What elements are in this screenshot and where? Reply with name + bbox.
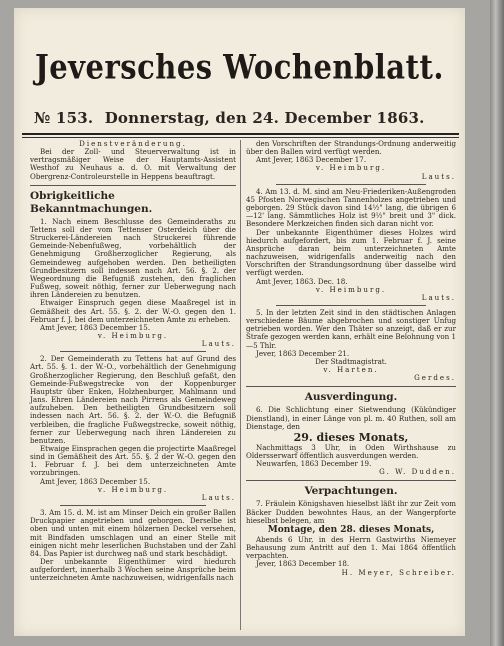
ausverdingung-date: 29. dieses Monats, (293, 430, 409, 444)
right-column (246, 140, 456, 577)
divider (276, 184, 426, 185)
ausverdingung-signature: G. W. Dudden. (379, 467, 456, 477)
verpachtung-text: 7. Fräulein Königshaven hieselbst läßt ihr zur Zeit vom Bäcker Dudden bewohntes Haus, an der Wangerpforte hieselbst belegen, am (246, 499, 456, 525)
notice-4-signature: v. Heimburg. (315, 284, 387, 294)
notice-5-place: Jever, 1863 December 21. (256, 348, 350, 358)
notice-4-owner: Der unbekannte Eigenthümer dieses Holzes wird hiedurch aufgefordert, bis zum 1. Februar f. J. seine Ansprüche daran beim unterzeichneten Amte nachzuweisen, widrigenfalls anderweitig nach den Vorschriften der Strandungsordnung über dasselbe wird verfügt werden. (246, 227, 456, 278)
divider (246, 480, 456, 481)
notice-3-place: Amt Jever, 1863 December 17. (256, 155, 367, 165)
dienstveraenderung-text: Bei der Zoll- und Steuerverwaltung ist in vertragsmäßiger Weise der Hauptamts-Assistent Westhof zu Neuhaus a. d. O. mit Verwaltung der Obergrenz-Controleurstelle in Heppens beauftragt. (30, 147, 236, 181)
verpachtung-text-2: Abends 6 Uhr, in des Herrn Gastwirths Niemeyer Behausung zum Antritt auf den 1. Mai 1864 öffentlich verpachten. (246, 534, 456, 561)
notice-3-tag: Lauts. (421, 171, 456, 181)
notice-4-place: Amt Jever, 1863. Dec. 18. (256, 276, 348, 286)
divider (276, 305, 426, 306)
notice-1-signature: v. Heimburg. (97, 330, 169, 340)
section-title-bekanntmachungen: Obrigkeitliche Bekanntmachungen. (30, 189, 153, 215)
notice-4-tag: Lauts. (421, 292, 456, 302)
newspaper-page (14, 8, 465, 636)
notice-2-tag: Lauts. (201, 492, 236, 502)
notice-1-tag: Lauts. (201, 339, 236, 349)
notice-1-objection: Etwaiger Einspruch gegen diese Maaßregel ist in Gemäßheit des Art. 55. §. 2. der W.-O. gegen den 1. Februar f. J. bei dem unterzeichneten Amte zu erheben. (30, 298, 236, 324)
notice-1-place: Amt Jever, 1863 December 15. (40, 322, 151, 332)
notice-5-org: Der Stadtmagistrat. (315, 356, 387, 366)
verpachtung-signature: H. Meyer, Schreiber. (341, 567, 456, 577)
section-title-ausverdingung: Ausverdingung. (304, 391, 398, 404)
issue-line (34, 109, 459, 127)
ausverdingung-text: 6. Die Schlichtung einer Sietwendung (Kükündiger Dienstland), in einer Länge von pl. m. 40 Ruthen, soll am Dienstage, den (246, 405, 456, 431)
divider (30, 185, 236, 186)
verpachtung-place: Jever, 1863 December 18. (256, 559, 350, 569)
issue-date: den 24. December 1863. (215, 109, 425, 127)
notice-2-text: 2. Der Gemeinderath zu Tettens hat auf Grund des Art. 55. §. 1. der W.-O., vorbehältlich der Genehmigung Großherzoglicher Regierung, den Beschluß gefaßt, den Gemeinde-Fußwegstrecke von der Koppenburger Hauptstr über Enken, Holzhenburger, Mahlmann und Jans. Ehren Ländereien nach Pirrens als Gemeindeweg aufzuheben. Den betheiligten Grundbesitzern soll indessen nach Art. 56. §. 2. der W.-O. die Befugniß verbleiben, die fragliche Fußwegstrecke, soweit nöthig, ferner zur Ueberwegung nach ihren Ländereien zu benutzen. (30, 354, 236, 445)
notice-3-continued: den Vorschriften der Strandungs-Ordnung anderweitig über den Ballen wird verfügt werden. (246, 139, 456, 157)
header-rule (22, 133, 459, 135)
notice-5-text: 5. In der letzten Zeit sind in den städtischen Anlagen verschiedene Bäume abgebrochen und sonstiger Unfug getrieben worden. Wer den Thäter so anzeigt, daß er zur Strafe gezogen werden kann, erhält eine Belohnung von 1—5 Thlr. (246, 307, 457, 350)
notice-1-text: 1. Nach einem Beschlusse des Gemeinderaths zu Tettens soll der vom Tettenser Osterdeich über die Struckerei-Ländereien nach Struckerei führende Gemeinde-Nebenfußweg, vorbehältlich der Genehmigung Großherzoglicher Regierung, als Gemeindeweg aufgehoben werden. Den betheiligten Grundbesitzern soll indessen nach Art. 56. §. 2. der Wegeordnung die Befugniß zustehen, den fraglichen Fußweg, soweit nöthig, ferner zur Ueberwegung nach ihren Ländereien zu benutzen. (30, 216, 236, 300)
notice-4-text: 4. Am 13. d. M. sind am Neu-Friederiken-Außengroden 45 Pfosten Norwegischen Tannenholzes angetrieben und geborgen. 29 Stück davon sind 14½" lang, die übrigen 6—12' lang. Sämmtliches Holz ist 9½" breit und 3" dick. Besondere Merkzeichen finden sich daran nicht vor. (246, 186, 456, 229)
notice-2-place: Amt Jever, 1863 December 15. (40, 476, 151, 486)
notice-2-objection: Etwaige Einsprachen gegen die projectirte Maaßregel sind in Gemäßheit des Art. 55. §. 2 der W.-O. gegen den 1. Februar f. J. bei dem unterzeichneten Amte vorzubringen. (30, 444, 236, 478)
section-title-verpachtungen: Verpachtungen. (304, 485, 398, 498)
verpachtung-date: Montage, den 28. dieses Monats, (267, 524, 435, 535)
notice-5-signature: v. Harten. (323, 365, 379, 375)
divider (60, 505, 206, 506)
left-column (30, 140, 236, 583)
notice-3-owner: Der unbekannte Eigenthümer wird hiedurch aufgefordert, innerhalb 3 Wochen seine Ansprüche beim unterzeichneten Amte nachzuweisen, widrigenfalls nach (30, 557, 236, 583)
issue-weekday: Donnerstag, (104, 109, 210, 127)
ausverdingung-text-2: Nachmittags 3 Uhr, in Oden Wirthshause zu Oldersserwarf öffentlich ausverdungen werden. (246, 442, 456, 460)
notice-3-signature: v. Heimburg. (315, 163, 387, 173)
section-title-dienstveraenderung: Dienstveränderung. (79, 139, 187, 148)
column-divider (240, 140, 241, 630)
notice-5-tag: Gerdes. (414, 373, 456, 383)
divider (246, 386, 456, 387)
ausverdingung-place: Neuwarfen, 1863 December 19. (256, 459, 372, 469)
divider (60, 351, 206, 352)
notice-2-signature: v. Heimburg. (97, 484, 169, 494)
issue-number: № 153. (34, 109, 94, 127)
book-spine (490, 0, 504, 646)
header-rule-thin (22, 137, 459, 138)
masthead-title: Jeversches Wochenblatt. (35, 47, 444, 87)
notice-3-text: 3. Am 15. d. M. ist am Minser Deich ein großer Ballen Druckpapier angetrieben und geborgen. Derselbe ist oben und unten mit einem hölzernen Deckel versehen, mit Bindfaden umschlagen und an einer Stelle mit einigen nicht mehr leserlichen Buchstaben und der Zahl 84. Das Papier ist durchweg naß und stark beschädigt. (30, 508, 236, 558)
